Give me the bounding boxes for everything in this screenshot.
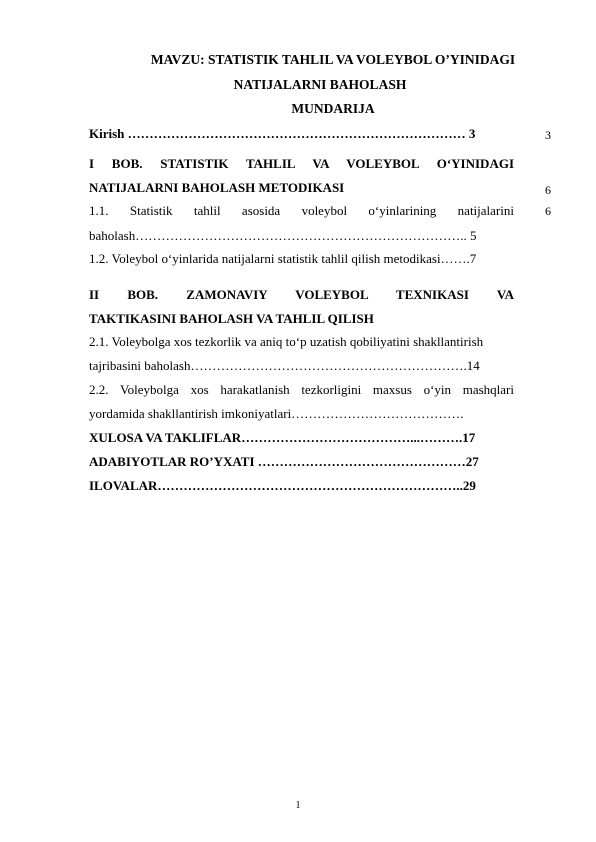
- toc-section-2-1-line-2[interactable]: tajribasini baholash……………………………………………………….14: [89, 358, 480, 373]
- toc-chapter-1-line-2[interactable]: NATIJALARNI BAHOLASH METODIKASI: [89, 180, 345, 195]
- title-line-2: NATIJALARNI BAHOLASH: [233, 77, 407, 92]
- toc-chapter-1-line-1[interactable]: I BOB. STATISTIK TAHLIL VA VOLEYBOL O‘YINIDAGI: [89, 156, 514, 171]
- margin-number: 6: [545, 204, 551, 218]
- title-line-1: MAVZU: STATISTIK TAHLIL VA VOLEYBOL O’YINIDAGI: [150, 52, 516, 67]
- toc-section-2-2-line-1[interactable]: 2.2. Voleybolga xos harakatlanish tezkorligini maxsus o‘yin mashqlari: [89, 382, 514, 397]
- toc-ilovalar[interactable]: ILOVALAR……………………………………………………………..29: [89, 478, 476, 493]
- toc-section-2-1-line-1[interactable]: 2.1. Voleybolga xos tezkorlik va aniq to‘p uzatish qobiliyatini shakllantirish: [89, 334, 484, 349]
- page-number: 1: [295, 800, 301, 811]
- toc-kirish[interactable]: Kirish …………………………………………………………………… 3: [89, 126, 476, 141]
- margin-number: 6: [545, 183, 551, 197]
- toc-section-1-1-line-2[interactable]: baholash………………………………………………………………….. 5: [89, 228, 477, 243]
- toc-adabiyotlar[interactable]: ADABIYOTLAR RO’YXATI …………………………………………27: [89, 454, 479, 469]
- contents-heading: MUNDARIJA: [291, 101, 375, 116]
- toc-xulosa[interactable]: XULOSA VA TAKLIFLAR…………………………………...……….17: [89, 430, 476, 445]
- toc-chapter-2-line-2[interactable]: TAKTIKASINI BAHOLASH VA TAHLIL QILISH: [89, 311, 374, 326]
- toc-section-1-1-line-1[interactable]: 1.1. Statistik tahlil asosida voleybol o‘yinlarining natijalarini: [89, 203, 514, 218]
- toc-chapter-2-line-1[interactable]: II BOB. ZAMONAVIY VOLEYBOL TEXNIKASI VA: [89, 287, 514, 302]
- toc-section-1-2[interactable]: 1.2. Voleybol o‘yinlarida natijalarni statistik tahlil qilish metodikasi…….7: [89, 251, 477, 266]
- margin-number: 3: [545, 128, 551, 142]
- toc-section-2-2-line-2[interactable]: yordamida shakllantirish imkoniyatlari………………………………….: [89, 406, 464, 421]
